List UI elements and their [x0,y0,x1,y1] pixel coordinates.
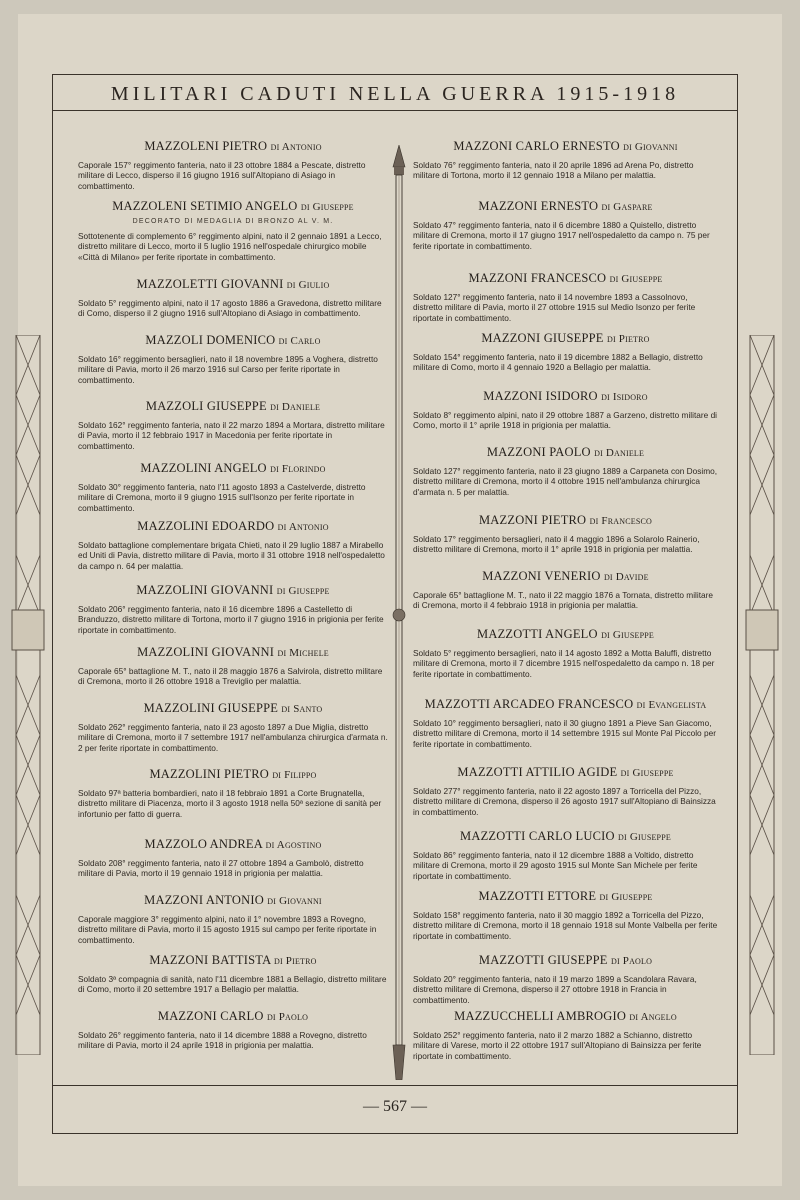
entry-text: Soldato 17° reggimento bersaglieri, nato il 4 maggio 1896 a Solarolo Rainerio, distretto militare di Cremona, morto il 1° aprile 1918 in prigionia per malattia. [413,534,700,555]
entry-name: MAZZOLINI PIETRO [149,767,269,781]
entry-name: MAZZOTTI CARLO LUCIO [460,829,615,843]
entry-text: Soldato battaglione complementare brigata Chieti, nato il 29 luglio 1887 a Mirabello ed Uniti di Pavia, distretto militare di Pavia, morto il 31 ottobre 1918 nell'ospedaletto da campo n. 64 per malattia. [78,540,385,571]
entry-name: MAZZOLO ANDREA [144,837,263,851]
entry-text: Soldato 3ª compagnia di sanità, nato l'11 dicembre 1881 a Bellagio, distretto militare di Como, morto il 20 settembre 1917 a Bellagio per malattia. [78,974,387,995]
entry-text: Soldato 162° reggimento fanteria, nato il 22 marzo 1894 a Mortara, distretto militare di Pavia, morto il 12 febbraio 1917 in Macedonia per ferite riportate in combattimento. [78,420,385,451]
entry-name: MAZZONI CARLO ERNESTO [453,139,620,153]
entry-name: MAZZONI CARLO [157,1009,264,1023]
entry [413,569,718,611]
entry-name: MAZZOLETTI GIOVANNI [136,277,284,291]
entry [78,519,388,571]
entry-parent: di Florindo [270,463,326,475]
entry-parent: di Filippo [272,769,317,781]
entry-parent: di Giuseppe [276,585,330,597]
entry [78,199,388,262]
entry-name: MAZZONI ISIDORO [483,389,598,403]
entry-parent: di Evangelista [636,699,707,711]
entry-name: MAZZONI PIETRO [478,513,587,527]
entry-name: MAZZOLENI SETIMIO ANGELO [112,199,298,213]
entry [413,139,718,181]
entry-parent: di Michele [277,647,329,659]
entry-text: Caporale 157° reggimento fanteria, nato il 23 ottobre 1884 a Pescate, distretto militare di Lecco, disperso il 16 giugno 1916 sull'Altopiano di Asiago in combattimento. [78,160,366,191]
entry-name: MAZZOLINI GIOVANNI [136,583,274,597]
entry [413,765,718,817]
entry-parent: di Giuseppe [618,831,671,843]
entry [413,331,718,373]
entry-name: MAZZOLI GIUSEPPE [145,399,267,413]
entry-name: MAZZOLINI GIUSEPPE [143,701,279,715]
entry-name: MAZZONI PAOLO [486,445,591,459]
entry [78,701,388,753]
entry [413,1009,718,1061]
entry [78,645,388,687]
entry-text: Soldato 97ª batteria bombardieri, nato il 18 febbraio 1891 a Corte Brugnatella, distretto militare di Piacenza, morto il 3 agosto 1918 nella 50ª sezione di sanità per infortunio per fatto di guerra. [78,788,382,819]
entry-text: Soldato 127° reggimento fanteria, nato il 23 giugno 1889 a Carpaneta con Dosimo, distretto militare di Cremona, morto il 4 ottobre 1915 nell'ambulanza chirurgica d'armata n. 5 per malattia. [413,466,718,497]
entry-text: Soldato 86° reggimento fanteria, nato il 12 dicembre 1888 a Voltido, distretto militare di Cremona, morto il 29 agosto 1915 sul Monte San Michele per ferite riportate in combattimento. [413,850,698,881]
left-ornament-column [8,335,48,1055]
entry-text: Soldato 127° reggimento fanteria, nato il 14 novembre 1893 a Cassolnovo, distretto militare di Pavia, morto il 27 ottobre 1915 sul Medio Isonzo per ferite riportate in combattimento. [413,292,696,323]
entry [413,389,718,431]
entry-text: Soldato 5° reggimento bersaglieri, nato il 14 agosto 1892 a Motta Baluffi, distretto militare di Cremona, morto il 7 dicembre 1915 nell'ospedaletto da campo n. 18 per ferite riportate in combattimento. [413,648,715,679]
entry-parent: di Pietro [273,955,317,967]
entry-name: MAZZOLI DOMENICO [145,333,276,347]
entry-text: Soldato 158° reggimento fanteria, nato il 30 maggio 1892 a Torricella del Pizzo, distretto militare di Cremona, morto il 18 gennaio 1918 sul Monte Valbella per ferite riportate in combattimento. [413,910,718,941]
entry [413,953,718,1005]
entry [413,889,718,941]
page-frame [52,74,738,1134]
entry-text: Caporale maggiore 3° reggimento alpini, nato il 1° novembre 1893 a Rovegno, distretto militare di Pavia, morto il 15 agosto 1915 sul campo per ferite riportate in combattimento. [78,914,377,945]
medal-note: DECORATO DI MEDAGLIA DI BRONZO AL V. M. [132,218,334,225]
entry [78,837,388,879]
entry [413,513,718,555]
entry [78,1009,388,1051]
entry-name: MAZZONI FRANCESCO [468,271,607,285]
entry [413,697,718,749]
entry-text: Soldato 47° reggimento fanteria, nato il 6 dicembre 1880 a Quistello, distretto militare di Cremona, morto il 17 giugno 1917 nell'ospedaletto da campo n. 75 per ferite riportate in combattimento. [413,220,710,251]
entry-text: Soldato 277° reggimento fanteria, nato il 22 agosto 1897 a Torricella del Pizzo, distretto militare di Cremona, disperso il 26 agosto 1917 sull'Altopiano di Bainsizza in combattimento. [413,786,716,817]
entry-text: Soldato 252° reggimento fanteria, nato il 2 marzo 1882 a Schianno, distretto militare di Varese, morto il 22 ottobre 1917 sull'Altopiano di Bainsizza per ferite riportate in combattimento. [413,1030,702,1061]
entry-parent: di Giuseppe [620,767,674,779]
entry-name: MAZZOLENI PIETRO [144,139,268,153]
entry [78,399,388,451]
entry-name: MAZZONI GIUSEPPE [481,331,604,345]
entry-name: MAZZOTTI ARCADEO FRANCESCO [424,697,634,711]
entry-text: Soldato 16° reggimento bersaglieri, nato il 18 novembre 1895 a Voghera, distretto militare di Pavia, morto il 26 marzo 1916 sul Carso per ferite riportate in combattimento. [78,354,378,385]
entry-parent: di Isidoro [601,391,648,403]
entry [78,953,388,995]
entry-parent: di Paolo [266,1011,309,1023]
entry-name: MAZZUCCHELLI AMBROGIO [454,1009,627,1023]
entry-name: MAZZOTTI ATTILIO AGIDE [457,765,618,779]
center-flagpole-ornament [392,145,406,1080]
entry-name: MAZZONI BATTISTA [149,953,271,967]
entry-text: Soldato 262° reggimento fanteria, nato il 23 agosto 1897 a Due Miglia, distretto militare di Cremona, morto il 7 settembre 1917 nell'ambulanza chirurgica d'armata n. 2 per ferite riportate in combattimento. [78,722,388,753]
entry-parent: di Antonio [270,141,322,153]
entry [78,893,388,945]
entry-text: Soldato 10° reggimento bersaglieri, nato il 30 giugno 1891 a Pieve San Giacomo, distretto militare di Cremona, morto il 14 settembre 1915 sul Monte Pal Piccolo per ferite riportate in combattimento. [413,718,716,749]
entry [78,333,388,385]
entry-text: Soldato 20° reggimento fanteria, nato il 19 marzo 1899 a Scandolara Ravara, distretto militare di Cremona, disperso il 27 ottobre 1918 in Francia in combattimento. [413,974,697,1005]
entry-parent: di Antonio [277,521,329,533]
entry-text: Soldato 8° reggimento alpini, nato il 29 ottobre 1887 a Garzeno, distretto militare di Como, morto il 1° aprile 1918 in prigionia per malattia. [413,410,718,431]
entry-text: Soldato 208° reggimento fanteria, nato il 27 ottobre 1894 a Gambolò, distretto militare di Pavia, morto il 19 gennaio 1918 in prigionia per malattia. [78,858,364,879]
entry-text: Soldato 206° reggimento fanteria, nato il 16 dicembre 1896 a Castelletto di Branduzzo, distretto militare di Tortona, morto il 7 giugno 1916 in prigionia per ferite riportate in combattimento. [78,604,384,635]
entry-name: MAZZOTTI GIUSEPPE [478,953,608,967]
entry-text: Soldato 5° reggimento alpini, nato il 17 agosto 1886 a Gravedona, distretto militare di Como, disperso il 2 giugno 1916 sull'Altopiano di Asiago in combattimento. [78,298,382,319]
entry-name: MAZZOLINI EDOARDO [137,519,275,533]
entry-text: Sottotenente di complemento 6° reggimento alpini, nato il 2 gennaio 1891 a Lecco, distretto militare di Lecco, morto il 5 luglio 1916 nell'ospedale chirurgico mobile «Città di Milano» per ferite riportate in combattimento. [78,231,382,262]
entry-text: Caporale 65° battaglione M. T., nato il 22 maggio 1876 a Tornata, distretto militare di Cremona, morto il 4 febbraio 1918 in prigionia per malattia. [413,590,714,611]
entry-name: MAZZONI ERNESTO [478,199,599,213]
entry [413,627,718,679]
page-number: — 567 — [363,1098,427,1115]
entry-parent: di Giovanni [267,895,322,907]
entry-parent: di Giuseppe [599,891,653,903]
entry-name: MAZZONI VENERIO [482,569,601,583]
entry [78,139,388,191]
entry-parent: di Carlo [278,335,321,347]
entry [413,271,718,323]
entry-text: Soldato 154° reggimento fanteria, nato il 19 dicembre 1882 a Bellagio, distretto militare di Como, morto il 4 gennaio 1920 a Bellagio per malattia. [413,352,703,373]
entry-name: MAZZOLINI GIOVANNI [137,645,275,659]
entry-text: Caporale 65° battaglione M. T., nato il 28 maggio 1876 a Salvirola, distretto militare di Cremona, morto il 26 ottobre 1918 a Treviglio per malattia. [78,666,383,687]
right-ornament-column [742,335,782,1055]
entry-parent: di Giulio [286,279,330,291]
entry-name: MAZZOTTI ETTORE [478,889,597,903]
header-band [53,75,737,111]
entry-parent: di Pietro [606,333,650,345]
entry-text: Soldato 76° reggimento fanteria, nato il 20 aprile 1896 ad Arena Po, distretto militare di Tortona, morto il 12 gennaio 1918 a Milano per malattia. [413,160,694,181]
entry-parent: di Angelo [629,1011,677,1023]
entry [413,829,718,881]
entry-text: Soldato 26° reggimento fanteria, nato il 14 dicembre 1888 a Rovegno, distretto militare di Pavia, morto il 24 aprile 1918 in prigionia per malattia. [78,1030,367,1051]
entry-parent: di Giuseppe [601,629,654,641]
entry-parent: di Paolo [610,955,653,967]
entry-name: MAZZOTTI ANGELO [477,627,598,641]
entry [413,199,718,251]
entry-name: MAZZONI ANTONIO [144,893,264,907]
entry-name: MAZZOLINI ANGELO [140,461,267,475]
entry-parent: di Daniele [270,401,321,413]
entry-parent: di Gaspare [601,201,653,213]
entry-parent: di Santo [281,703,323,715]
entry-parent: di Agostino [265,839,322,851]
page-title: MILITARI CADUTI NELLA GUERRA 1915-1918 [110,83,680,105]
entry [78,583,388,635]
entry-text: Soldato 30° reggimento fanteria, nato l'11 agosto 1893 a Castelverde, distretto militare di Cremona, morto il 9 giugno 1915 sull'Isonzo per ferite riportate in combattimento. [78,482,366,513]
entry-parent: di Giovanni [623,141,678,153]
entry-parent: di Giuseppe [609,273,663,285]
entry-parent: di Daniele [594,447,645,459]
footer-band [53,1085,737,1133]
entry [78,277,388,319]
entry-parent: di Francesco [589,515,653,527]
entry-parent: di Davide [603,571,649,583]
entry [413,445,718,497]
entry [78,767,388,819]
entry [78,461,388,513]
entry-parent: di Giuseppe [300,201,354,213]
